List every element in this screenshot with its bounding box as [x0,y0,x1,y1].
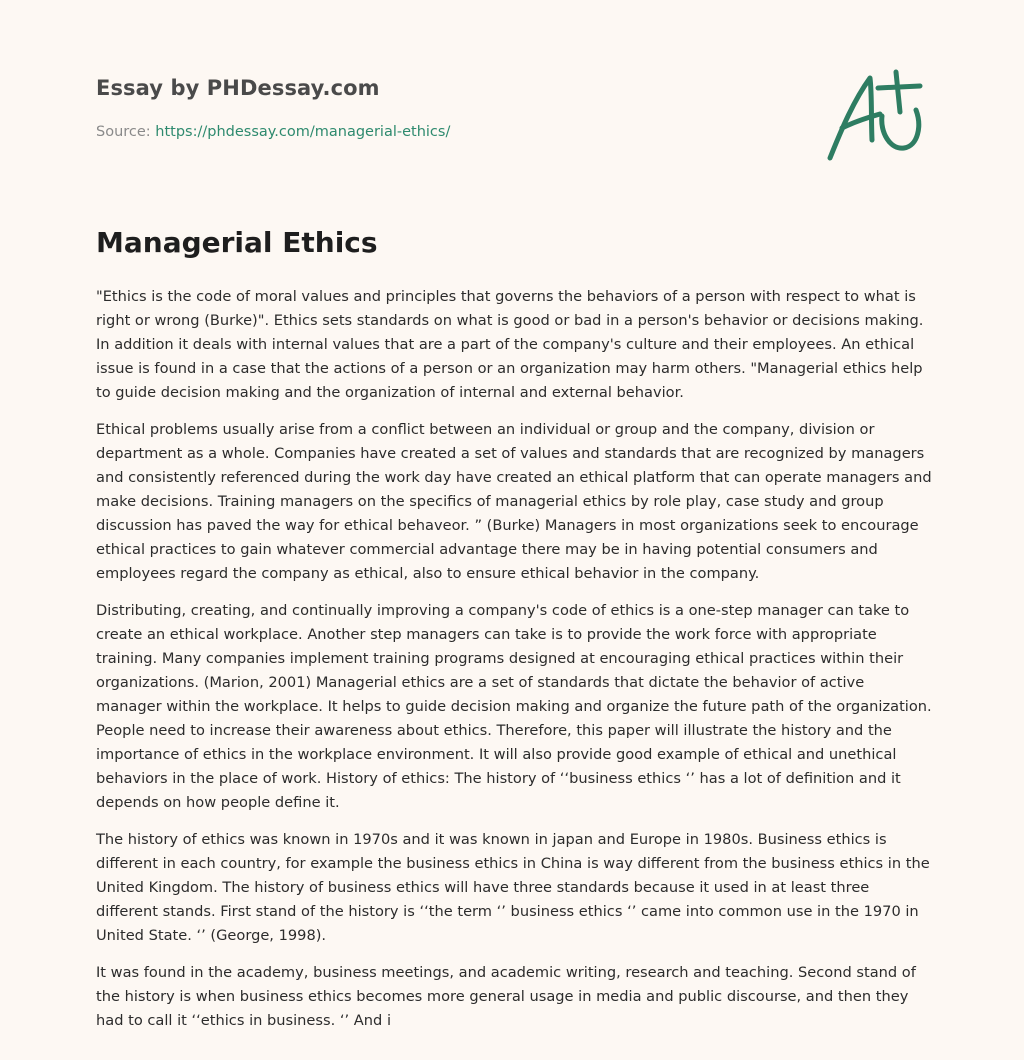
essay-body [96,285,934,1046]
essay-paragraph: Distributing, creating, and continually improving a company's code of ethics is a one-step manager can take to create an ethical workplace. Another step managers can take is to provide the work force with appropriate training. Many companies implement training programs designed at encouraging ethical practices within their organizations. (Marion, 2001) Managerial ethics are a set of standards that dictate the behavior of active manager within the workplace. It helps to guide decision making and organize the future path of the organization. People need to increase their awareness about ethics. Therefore, this paper will illustrate the history and the importance of ethics in the workplace environment. It will also provide good example of ethical and unethical behaviors in the place of work. History of ethics: The history of ‘‘business ethics ‘’ has a lot of definition and it depends on how people define it. [96,602,932,811]
essay-title: Managerial Ethics [96,226,378,259]
essay-paragraph: "Ethics is the code of moral values and principles that governs the behaviors of a person with respect to what is right or wrong (Burke)". Ethics sets standards on what is good or bad in a person's behavior or decisions making. In addition it deals with internal values that are a part of the company's culture and their employees. An ethical issue is found in a case that the actions of a person or an organization may harm others. "Managerial ethics help to guide decision making and the organization of internal and external behavior. [96,288,924,401]
essay-paragraph: The history of ethics was known in 1970s and it was known in japan and Europe in 1980s. Business ethics is different in each country, for example the business ethics in China is way different from the business ethics in the United Kingdom. The history of business ethics will have three standards because it used in at least three different stands. First stand of the history is ‘‘the term ‘’ business ethics ‘’ came into common use in the 1970 in United State. ‘’ (George, 1998). [96,831,930,944]
source-label: Source: [96,124,151,140]
essay-paragraph: It was found in the academy, business meetings, and academic writing, research and teaching. Second stand of the history is when business ethics becomes more general usage in media and public discourse, and then they had to call it ‘‘ethics in business. ‘’ And i [96,964,916,1029]
site-brand: Essay by PHDessay.com [96,76,380,100]
source-line [96,124,450,140]
essay-paragraph: Ethical problems usually arise from a conflict between an individual or group and the company, division or department as a whole. Companies have created a set of values and standards that are recognized by managers and consistently referenced during the work day have created an ethical platform that can operate managers and make decisions. Training managers on the specifics of managerial ethics by role play, case study and group discussion has paved the way for ethical behaveor. ” (Burke) Managers in most organizations seek to encourage ethical practices to gain whatever commercial advantage there may be in having potential consumers and employees regard the company as ethical, also to ensure ethical behavior in the company. [96,421,932,582]
a-plus-grade-icon [820,66,930,166]
source-link[interactable]: https://phdessay.com/managerial-ethics/ [155,124,451,140]
